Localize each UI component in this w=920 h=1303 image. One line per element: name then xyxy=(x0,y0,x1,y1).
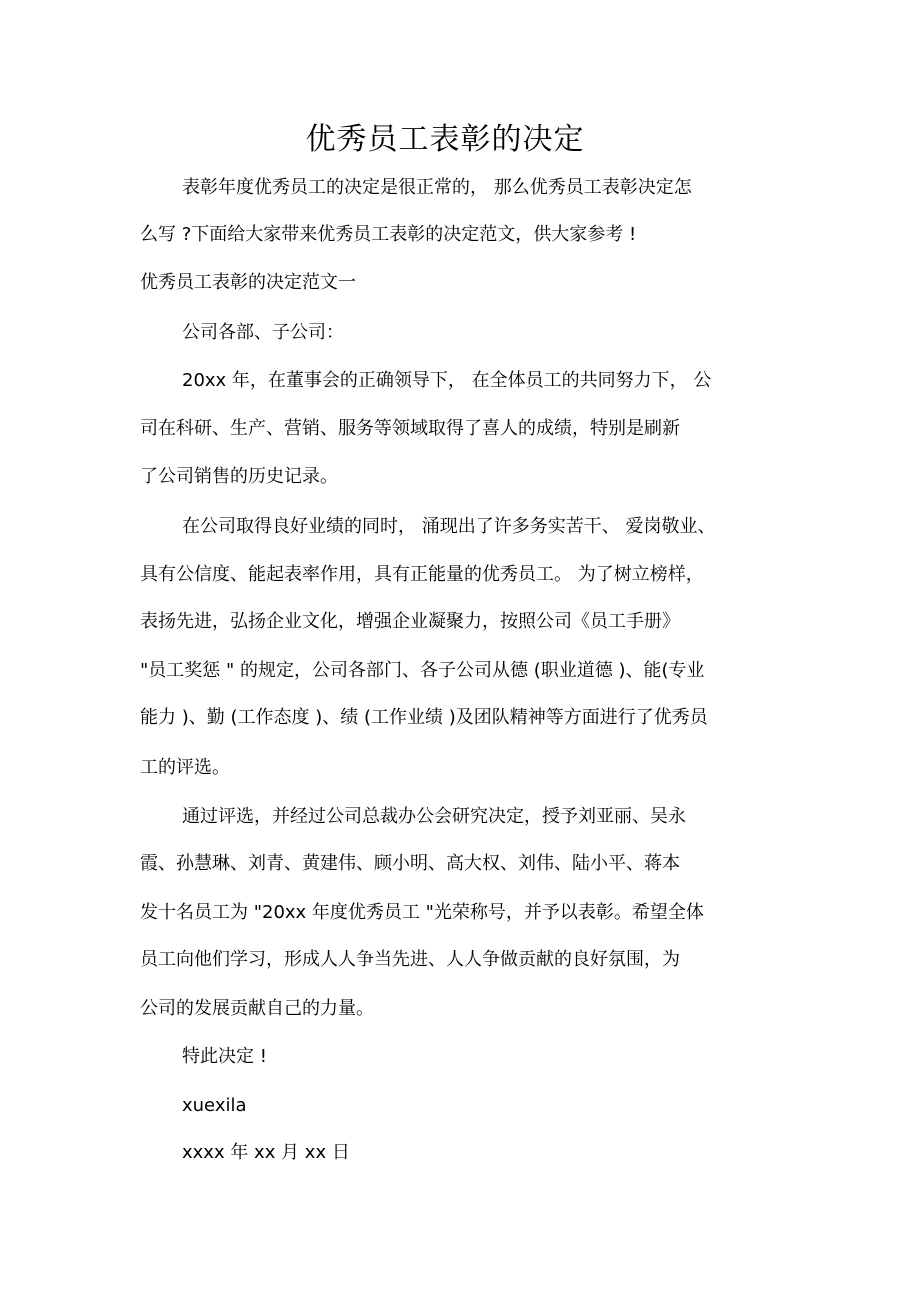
paragraph-2-line-2: 具有公信度、能起表率作用，具有正能量的优秀员工。 为了树立榜样， xyxy=(140,564,704,585)
paragraph-2-line-3: 表扬先进，弘扬企业文化，增强企业凝聚力，按照公司《员工手册》 xyxy=(140,611,680,632)
closing-line: 特此决定 ! xyxy=(182,1046,267,1067)
paragraph-3-line-1: 通过评选，并经过公司总裁办公会研究决定，授予刘亚丽、吴永 xyxy=(182,806,686,827)
paragraph-3-line-4: 员工向他们学习，形成人人争当先进、人人争做贡献的良好氛围，为 xyxy=(140,949,680,970)
salutation: 公司各部、子公司： xyxy=(182,322,344,343)
paragraph-1-line-3: 了公司销售的历史记录。 xyxy=(140,466,338,487)
paragraph-3-line-3: 发十名员工为 "20xx 年度优秀员工 "光荣称号，并予以表彰。希望全体 xyxy=(140,902,704,923)
paragraph-3-line-2: 霞、孙慧琳、刘青、黄建伟、顾小明、高大权、刘伟、陆小平、蒋本 xyxy=(140,853,680,874)
date-line: xxxx 年 xx 月 xx 日 xyxy=(182,1142,350,1163)
paragraph-2-line-6: 工的评选。 xyxy=(140,757,230,778)
signature: xuexila xyxy=(182,1095,247,1116)
section-heading: 优秀员工表彰的决定范文一 xyxy=(140,272,356,293)
intro-line-2: 么写 ?下面给大家带来优秀员工表彰的决定范文，供大家参考 ! xyxy=(140,224,637,245)
paragraph-1-line-2: 司在科研、生产、营销、服务等领域取得了喜人的成绩，特别是刷新 xyxy=(140,418,680,439)
paragraph-2-line-4: "员工奖惩 " 的规定，公司各部门、各子公司从德 (职业道德 )、能(专业 xyxy=(140,660,705,681)
paragraph-1-line-1: 20xx 年，在董事会的正确领导下， 在全体员工的共同努力下， 公 xyxy=(182,370,712,391)
paragraph-2-line-5: 能力 )、勤 (工作态度 )、绩 (工作业绩 )及团队精神等方面进行了优秀员 xyxy=(140,707,708,728)
document-title: 优秀员工表彰的决定 xyxy=(305,122,585,157)
paragraph-2-line-1: 在公司取得良好业绩的同时， 涌现出了许多务实苦干、 爱岗敬业、 xyxy=(182,516,716,537)
paragraph-3-line-5: 公司的发展贡献自己的力量。 xyxy=(140,998,374,1019)
intro-line-1: 表彰年度优秀员工的决定是很正常的， 那么优秀员工表彰决定怎 xyxy=(182,177,692,198)
